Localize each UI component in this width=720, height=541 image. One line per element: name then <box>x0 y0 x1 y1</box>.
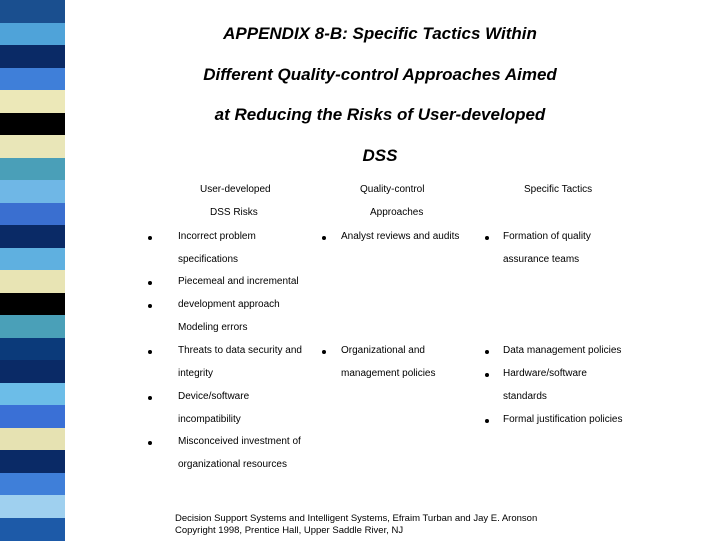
bullet <box>322 236 326 240</box>
bullet <box>485 350 489 354</box>
stripe-block <box>0 90 65 113</box>
footer-copyright: Copyright 1998, Prentice Hall, Upper Saddle River, NJ <box>175 525 404 536</box>
stripe-block <box>0 383 65 406</box>
risk-item: development approach <box>178 299 280 310</box>
stripe-block <box>0 68 65 91</box>
title-line-1: APPENDIX 8-B: Specific Tactics Within <box>223 24 537 43</box>
bullet <box>148 281 152 285</box>
bullet <box>148 304 152 308</box>
stripe-block <box>0 135 65 158</box>
tactic-item: Formal justification policies <box>503 414 623 425</box>
tactic-item: Data management policies <box>503 345 622 356</box>
stripe-block <box>0 23 65 46</box>
risk-item: incompatibility <box>178 414 241 425</box>
header-col2-line2: Approaches <box>370 207 424 218</box>
bullet <box>148 236 152 240</box>
stripe-block <box>0 518 65 541</box>
stripe-block <box>0 495 65 518</box>
tactic-item: standards <box>503 391 547 402</box>
title-line-4: DSS <box>362 146 398 165</box>
bullet <box>148 441 152 445</box>
decorative-stripe <box>0 0 65 540</box>
stripe-block <box>0 113 65 136</box>
bullet <box>322 350 326 354</box>
risk-item: Misconceived investment of <box>178 436 301 447</box>
risk-item: integrity <box>178 368 214 379</box>
stripe-block <box>0 0 65 23</box>
tactic-item: Hardware/software <box>503 368 587 379</box>
stripe-block <box>0 45 65 68</box>
stripe-block <box>0 293 65 316</box>
bullet <box>148 396 152 400</box>
title-line-2: Different Quality-control Approaches Aimed <box>203 65 557 84</box>
approach-item: Organizational and <box>341 345 425 356</box>
risk-item: Modeling errors <box>178 322 248 333</box>
stripe-block <box>0 405 65 428</box>
risk-item: Incorrect problem <box>178 231 256 242</box>
tactic-item: Formation of quality <box>503 231 591 242</box>
header-col2-line1: Quality-control <box>360 184 425 195</box>
tactic-item: assurance teams <box>503 254 580 265</box>
risk-item: specifications <box>178 254 239 265</box>
bullet <box>485 419 489 423</box>
approach-item: Analyst reviews and audits <box>341 231 460 242</box>
risk-item: Piecemeal and incremental <box>178 276 299 287</box>
header-col1-line1: User-developed <box>200 184 271 195</box>
stripe-block <box>0 248 65 271</box>
footer-citation: Decision Support Systems and Intelligent Systems, Efraim Turban and Jay E. Aronson <box>175 513 538 524</box>
stripe-block <box>0 315 65 338</box>
stripe-block <box>0 338 65 361</box>
title-line-3: at Reducing the Risks of User-developed <box>214 105 546 124</box>
header-col3: Specific Tactics <box>524 184 593 195</box>
bullet <box>485 373 489 377</box>
stripe-block <box>0 180 65 203</box>
stripe-block <box>0 158 65 181</box>
risk-item: organizational resources <box>178 459 287 470</box>
stripe-block <box>0 428 65 451</box>
stripe-block <box>0 270 65 293</box>
stripe-block <box>0 203 65 226</box>
stripe-block <box>0 450 65 473</box>
bullet <box>485 236 489 240</box>
header-col1-line2: DSS Risks <box>210 207 258 218</box>
bullet <box>148 350 152 354</box>
stripe-block <box>0 360 65 383</box>
stripe-block <box>0 225 65 248</box>
risk-item: Device/software <box>178 391 250 402</box>
risk-item: Threats to data security and <box>178 345 302 356</box>
approach-item: management policies <box>341 368 436 379</box>
stripe-block <box>0 473 65 496</box>
